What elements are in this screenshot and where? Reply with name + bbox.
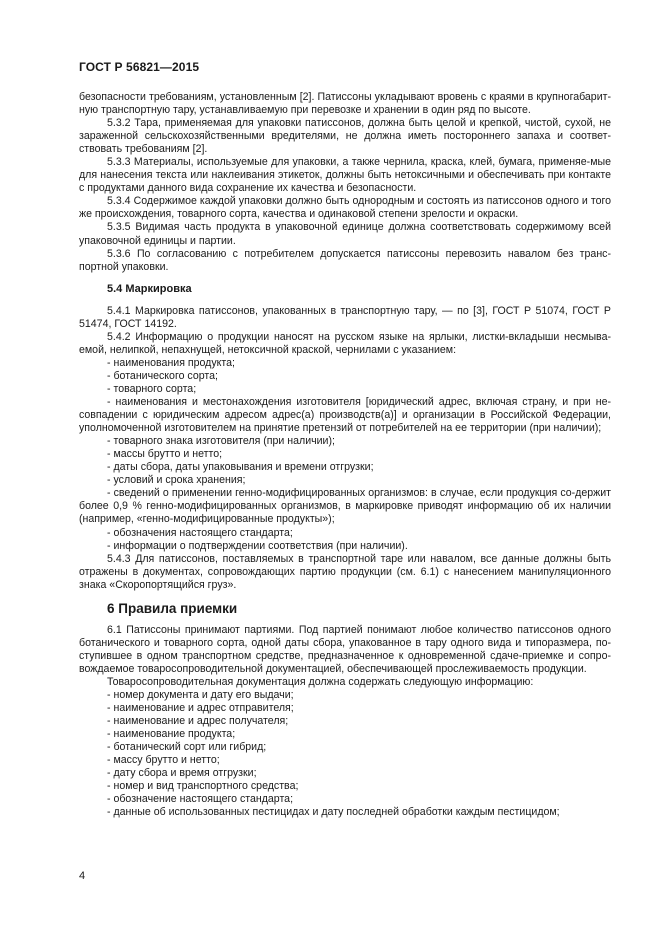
- list-item: - массы брутто и нетто;: [107, 448, 223, 461]
- paragraph: 5.4.2 Информацию о продукции наносят на русском языке на ярлыки, листки-вкладыши несмыва-емой, нелипкой, непахнущей, нетоксичной краской, чернилами с указанием:: [79, 330, 611, 356]
- paragraph: 5.4.1 Маркировка патиссонов, упакованных в транспортную тару, — по [3], ГОСТ Р 51074, ГОСТ Р 51474, ГОСТ 14192.: [79, 304, 611, 330]
- list-item: - условий и срока хранения;: [107, 474, 246, 487]
- list-item: - наименование и адрес получателя;: [107, 715, 289, 728]
- list-item: - номер документа и дату его выдачи;: [107, 689, 294, 702]
- document-header: ГОСТ Р 56821—2015: [79, 60, 200, 74]
- list-item: - обозначения настоящего стандарта;: [107, 526, 293, 539]
- list-item: - наименование продукта;: [107, 728, 236, 741]
- list-item: - ботанический сорт или гибрид;: [107, 741, 267, 754]
- list-item: - номер и вид транспортного средства;: [107, 780, 299, 793]
- list-item: - обозначение настоящего стандарта;: [107, 793, 294, 806]
- list-item: - наименования продукта;: [107, 356, 235, 369]
- chapter-heading: 6 Правила приемки: [107, 600, 238, 616]
- paragraph: 5.3.6 По согласованию с потребителем допускается патиссоны перевозить навалом без транс-портной упаковки.: [79, 247, 611, 273]
- paragraph: безопасности требованиям, установленным [2]. Патиссоны укладывают вровень с краями в крупногабарит-ную транспортную тару, устанавливаемую при перевозке и хранении в один ряд по высоте.: [79, 91, 611, 117]
- paragraph: 5.3.4 Содержимое каждой упаковки должно быть однородным и состоять из патиссонов одного и того же происхождения, товарного сорта, качества и одинаковой степени зрелости и окраски.: [79, 195, 611, 221]
- list-item: - товарного сорта;: [107, 382, 197, 395]
- list-item: - дату сбора и время отгрузки;: [107, 767, 257, 780]
- paragraph: 5.3.2 Тара, применяемая для упаковки патиссонов, должна быть целой и крепкой, чистой, сухой, не зараженной сельскохозяйственными вредителями, не должна иметь постороннего запаха и соответ-ствовать требованиям [2].: [79, 117, 611, 156]
- paragraph: - сведений о применении генно-модифицированных организмов: в случае, если продукция со-держит более 0,9 % генно-модифицированных организмов, в маркировке приводят информацию об их наличии (например, «генно-модифицированные продукты»);: [79, 487, 611, 526]
- list-item: - товарного знака изготовителя (при наличии);: [107, 435, 335, 448]
- list-item: - данные об использованных пестицидах и дату последней обработки каждым пестицидом;: [107, 806, 560, 819]
- paragraph: - наименования и местонахождения изготовителя [юридический адрес, включая страну, и при не-совпадении с юридическим адресом адрес(а) производств(а)] и организации в Российской Федерации, уполномоченной изготовителем на принятие претензий от потребителей на ее территории (при наличии);: [79, 396, 611, 435]
- paragraph: 5.3.5 Видимая часть продукта в упаковочной единице должна соответствовать содержимому всей упаковочной единицы и партии.: [79, 221, 611, 247]
- paragraph: 6.1 Патиссоны принимают партиями. Под партией понимают любое количество патиссонов одного ботанического и товарного сорта, одной даты сбора, упакованное в тару одного вида и типоразмера, по-ступившее в одном транспортном средстве, предназначенное к одновременной сдаче-приемке и сопро-вождаемое товаросопроводительной документацией, обеспечивающей прослеживаемость продукции.: [79, 623, 611, 675]
- paragraph: 5.4.3 Для патиссонов, поставляемых в транспортной таре или навалом, все данные должны быть отражены в документах, сопровождающих партию продукции (см. 6.1) с нанесением манипуляционного знака «Скоропортящийся груз».: [79, 552, 611, 591]
- paragraph: 5.3.3 Материалы, используемые для упаковки, а также чернила, краска, клей, бумага, применяе-мые для нанесения текста или наклеивания этикеток, должны быть нетоксичными и обеспечивать при контакте с продуктами данного вида сохранение их качества и безопасности.: [79, 156, 611, 195]
- list-item: - информации о подтверждении соответствия (при наличии).: [107, 539, 408, 552]
- list-item: - массу брутто и нетто;: [107, 754, 220, 767]
- paragraph: Товаросопроводительная документация должна содержать следующую информацию:: [107, 675, 534, 688]
- page-number: 4: [79, 870, 86, 882]
- document-body: [79, 91, 611, 819]
- list-item: - наименование и адрес отправителя;: [107, 702, 294, 715]
- section-heading: 5.4 Маркировка: [107, 282, 192, 295]
- list-item: - даты сбора, даты упаковывания и времени отгрузки;: [107, 461, 374, 474]
- list-item: - ботанического сорта;: [107, 369, 218, 382]
